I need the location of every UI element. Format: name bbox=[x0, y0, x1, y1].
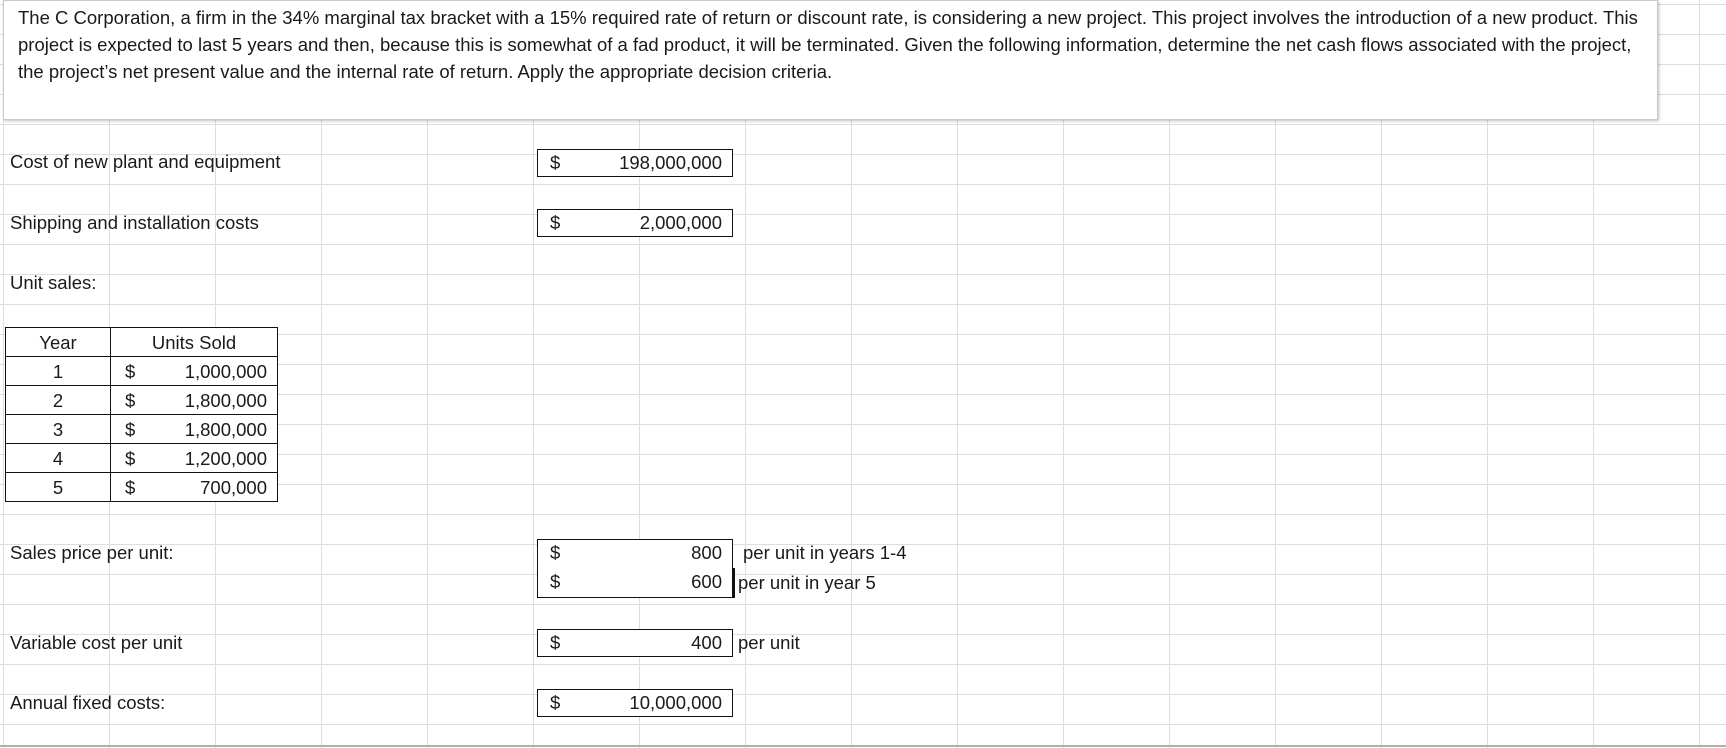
currency-symbol: $ bbox=[550, 542, 561, 563]
sales-price-year-5: 600 bbox=[691, 571, 722, 592]
year-cell[interactable]: 3 bbox=[6, 415, 111, 444]
currency-symbol[interactable]: $ bbox=[111, 357, 148, 386]
table-row bbox=[6, 473, 278, 502]
currency-symbol[interactable]: $ bbox=[111, 386, 148, 415]
fixed-costs-label[interactable]: Annual fixed costs: bbox=[10, 692, 166, 713]
currency-symbol: $ bbox=[550, 632, 561, 653]
fixed-costs-value-cell[interactable] bbox=[537, 689, 733, 717]
currency-symbol[interactable]: $ bbox=[111, 444, 148, 473]
currency-symbol: $ bbox=[550, 212, 561, 233]
problem-text-box[interactable] bbox=[3, 0, 1658, 120]
table-row bbox=[6, 444, 278, 473]
cost-plant-label[interactable]: Cost of new plant and equipment bbox=[10, 151, 281, 172]
year-cell[interactable]: 2 bbox=[6, 386, 111, 415]
currency-symbol[interactable]: $ bbox=[111, 415, 148, 444]
sheet-bottom-edge bbox=[0, 745, 1726, 747]
units-sold-table bbox=[5, 327, 278, 502]
fixed-costs-value: 10,000,000 bbox=[629, 692, 722, 713]
cell-border bbox=[733, 568, 735, 598]
shipping-label[interactable]: Shipping and installation costs bbox=[10, 212, 259, 233]
cost-plant-value-cell[interactable] bbox=[537, 149, 733, 177]
year-cell[interactable]: 1 bbox=[6, 357, 111, 386]
year-header[interactable]: Year bbox=[6, 328, 111, 357]
table-row bbox=[6, 357, 278, 386]
unit-sales-label[interactable]: Unit sales: bbox=[10, 272, 97, 293]
units-cell[interactable]: 1,800,000 bbox=[147, 415, 278, 444]
currency-symbol: $ bbox=[550, 571, 561, 592]
sales-price-note-2[interactable]: per unit in year 5 bbox=[738, 572, 876, 593]
variable-cost-value-cell[interactable] bbox=[537, 629, 733, 657]
units-cell[interactable]: 1,200,000 bbox=[147, 444, 278, 473]
table-row bbox=[6, 415, 278, 444]
sales-price-years-1-4: 800 bbox=[691, 542, 722, 563]
shipping-value: 2,000,000 bbox=[639, 212, 722, 233]
currency-symbol: $ bbox=[550, 692, 561, 713]
year-cell[interactable]: 5 bbox=[6, 473, 111, 502]
sales-price-label[interactable]: Sales price per unit: bbox=[10, 542, 174, 563]
units-cell[interactable]: 1,000,000 bbox=[147, 357, 278, 386]
problem-text: The C Corporation, a firm in the 34% marginal tax bracket with a 15% required rate of return or discount rate, is considering a new project. This project involves the introduction of a new product. This project is expected to last 5 years and then, because this is somewhat of a fad product, it will be terminated. Given the following information, determine the net cash flows associated with the project, the project’s net present value and the internal rate of return. Apply the appropriate decision criteria. bbox=[18, 7, 1638, 82]
sales-price-value-cell[interactable] bbox=[537, 539, 733, 598]
shipping-value-cell[interactable] bbox=[537, 209, 733, 237]
currency-symbol: $ bbox=[550, 152, 561, 173]
sales-price-note-1[interactable]: per unit in years 1-4 bbox=[743, 542, 907, 563]
variable-cost-label[interactable]: Variable cost per unit bbox=[10, 632, 183, 653]
currency-symbol[interactable]: $ bbox=[111, 473, 148, 502]
variable-cost-value: 400 bbox=[691, 632, 722, 653]
table-header-row bbox=[6, 328, 278, 357]
variable-cost-note[interactable]: per unit bbox=[738, 632, 800, 653]
units-cell[interactable]: 1,800,000 bbox=[147, 386, 278, 415]
table-row bbox=[6, 386, 278, 415]
units-sold-header[interactable]: Units Sold bbox=[111, 328, 278, 357]
year-cell[interactable]: 4 bbox=[6, 444, 111, 473]
units-cell[interactable]: 700,000 bbox=[147, 473, 278, 502]
cost-plant-value: 198,000,000 bbox=[619, 152, 722, 173]
